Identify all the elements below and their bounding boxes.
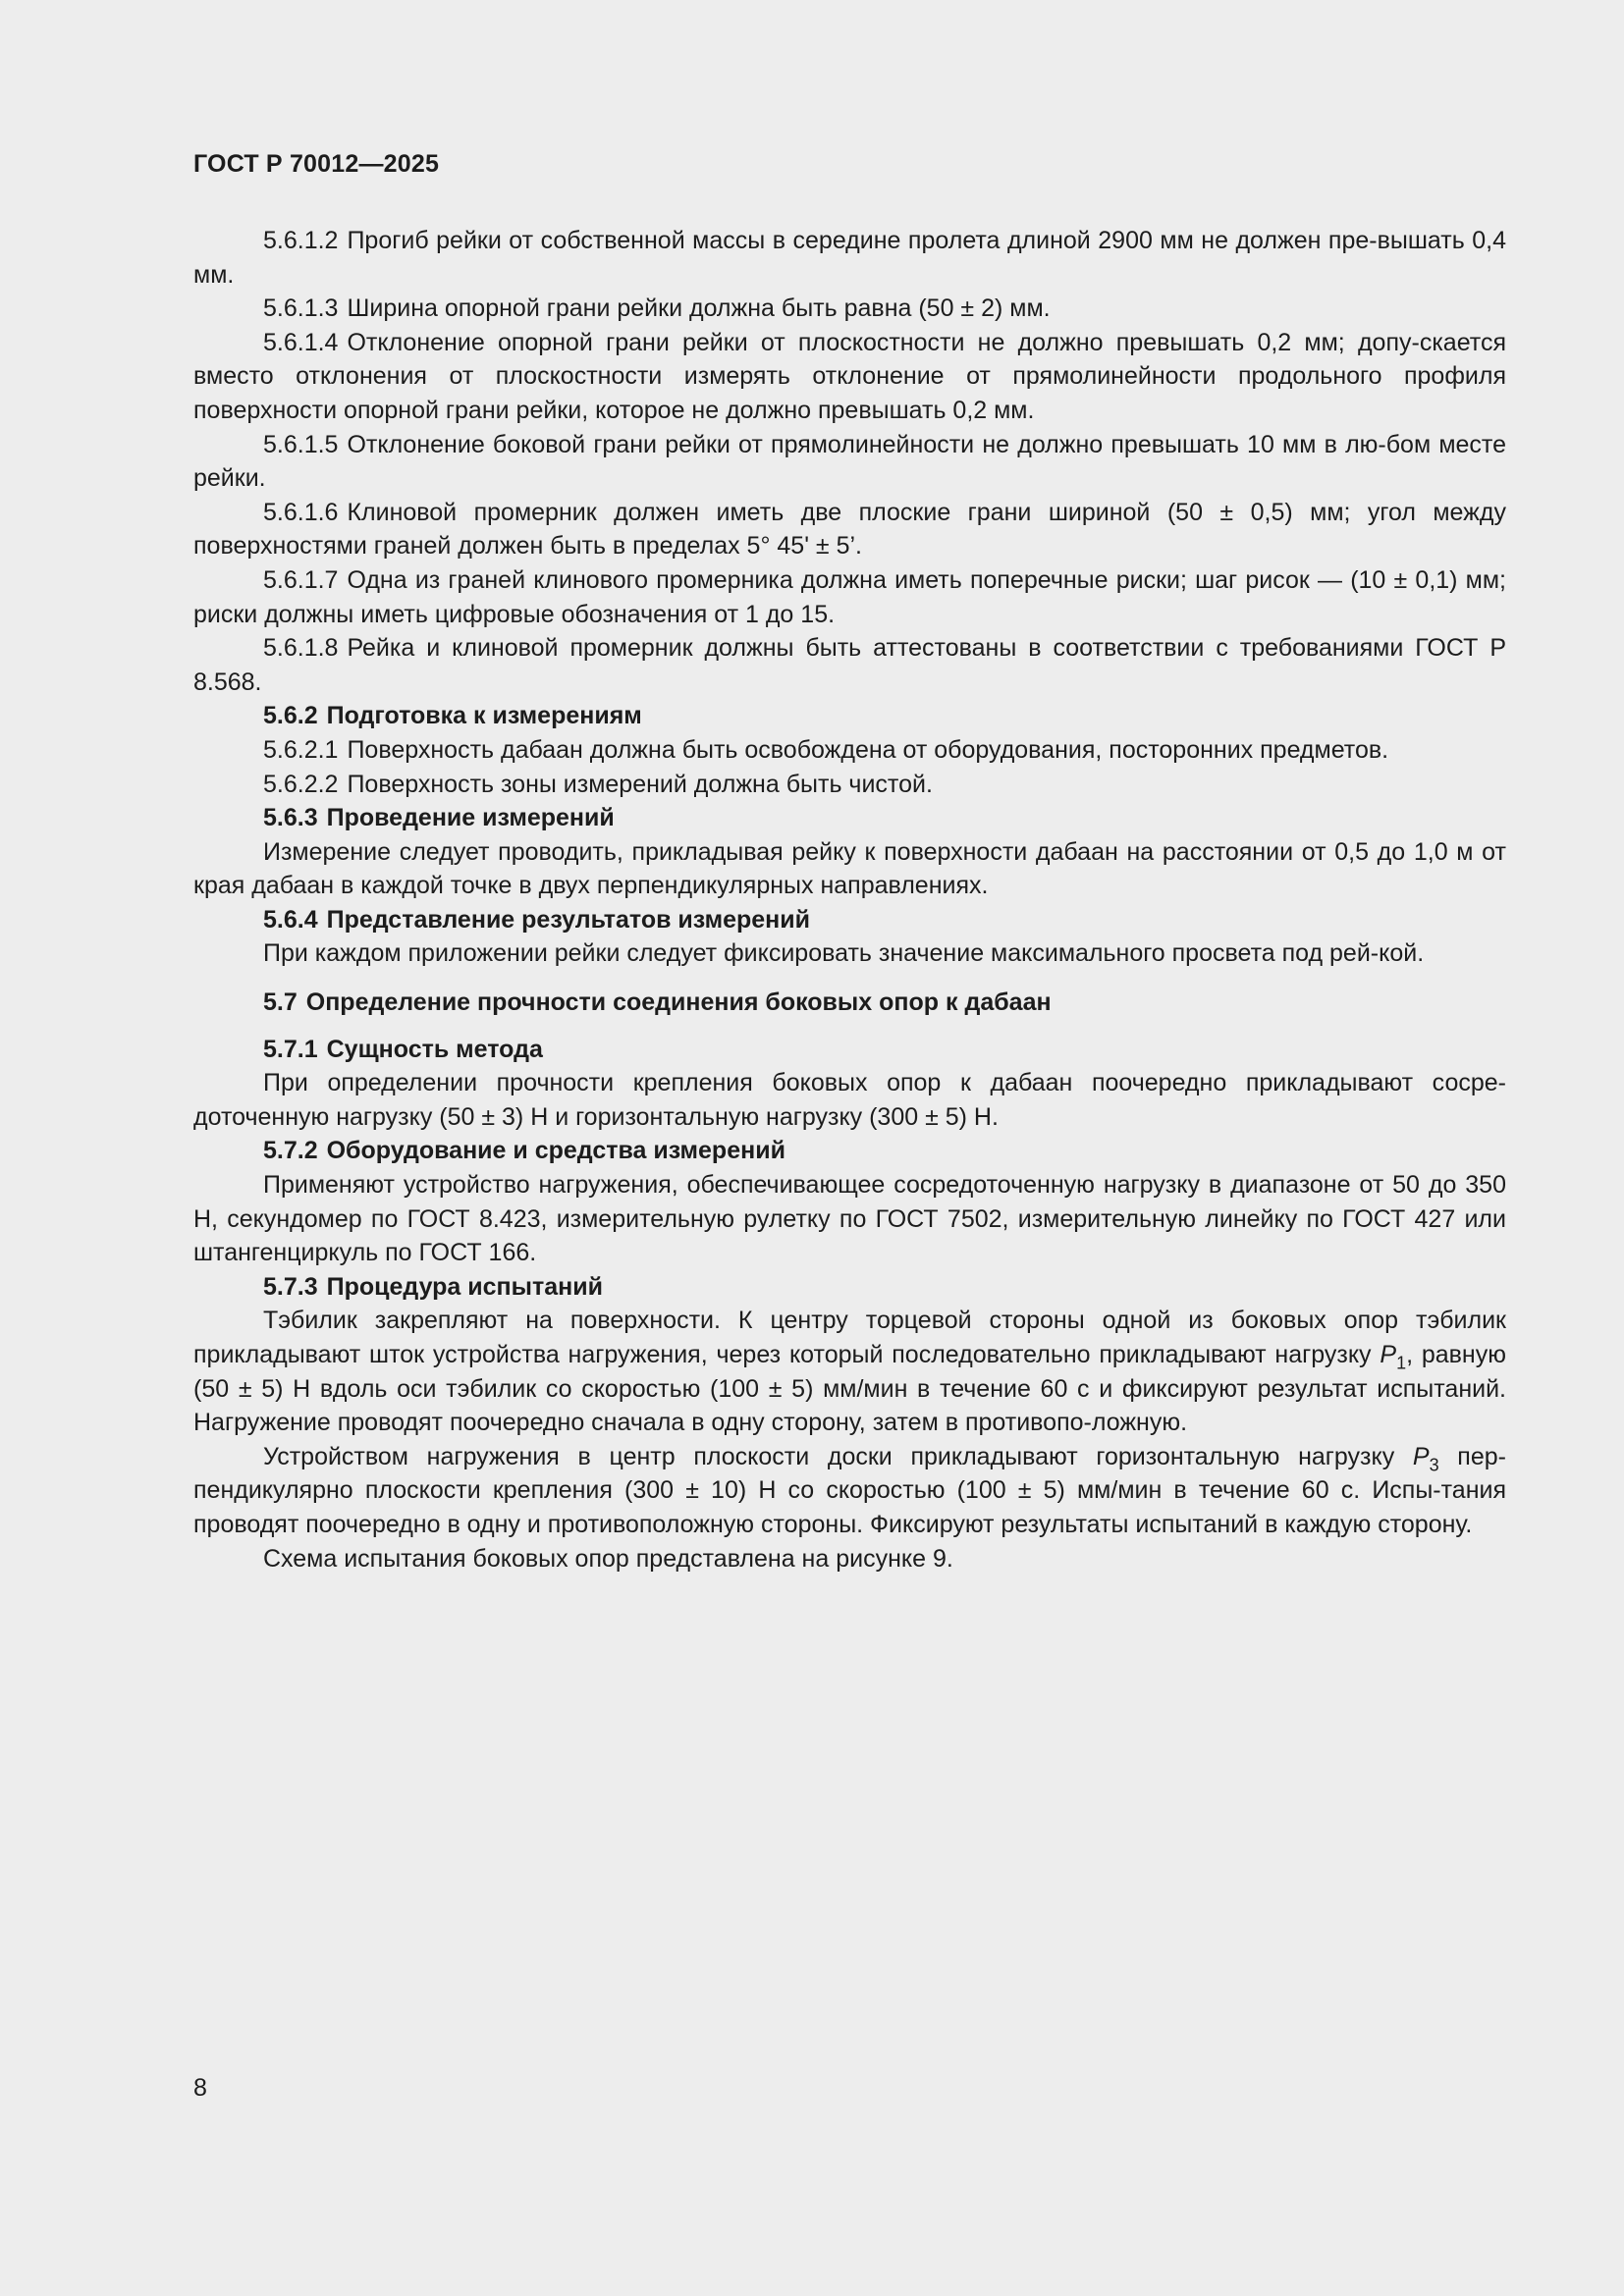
paragraph-5-6-1-6 — [193, 496, 1506, 563]
heading-5-6-3 — [193, 801, 1506, 835]
clause-number: 5.6.1.4 — [263, 328, 339, 356]
paragraph-5-6-2-2 — [193, 768, 1506, 802]
heading-text: Оборудование и средства измерений — [326, 1137, 785, 1165]
standard-id-header: ГОСТ Р 70012—2025 — [193, 150, 440, 178]
heading-5-7-2 — [193, 1134, 1506, 1168]
paragraph-text: Тэбилик закрепляют на поверхности. К центру торцевой стороны одной из боковых опор тэбилик прикладывают шток устройства нагружения, через который последовательно прикладывают нагрузку — [193, 1307, 1506, 1368]
clause-number: 5.6.2.2 — [263, 770, 339, 798]
heading-5-6-4 — [193, 903, 1506, 937]
paragraph-text: Клиновой промерник должен иметь две плоские грани шириной (50 ± 0,5) мм; угол между поверхностями граней должен быть в пределах 5° 45' ± 5’. — [193, 498, 1506, 561]
heading-5-7-1 — [193, 1033, 1506, 1067]
heading-text: Сущность метода — [326, 1035, 543, 1063]
load-symbol: P — [1412, 1442, 1430, 1470]
paragraph-5-6-4: При каждом приложении рейки следует фиксировать значение максимального просвета под рей-кой. — [263, 939, 1425, 968]
clause-number: 5.6.1.7 — [263, 565, 339, 594]
paragraph-text: , равную (50 ± 5) Н вдоль оси тэбилик со скоростью (100 ± 5) мм/мин в течение 60 с и фиксируют результат испытаний. Нагружение проводят поочередно сначала в одну сторону, затем в противопо-ложную. — [193, 1341, 1506, 1437]
paragraph-5-6-1-3 — [193, 292, 1506, 326]
heading-5-7-3 — [193, 1270, 1506, 1305]
paragraph-5-7-3-c: Схема испытания боковых опор представлена на рисунке 9. — [263, 1544, 953, 1573]
paragraph-5-7-2: Применяют устройство нагружения, обеспечивающее сосредоточенную нагрузку в диапазоне от 50 до 350 Н, секундомер по ГОСТ 8.423, измерительную рулетку по ГОСТ 7502, измерительную линейку по ГОСТ 427 или штангенциркуль по ГОСТ 166. — [193, 1171, 1506, 1267]
paragraph-5-6-1-4 — [193, 326, 1506, 428]
document-body — [193, 224, 1506, 1575]
paragraph-5-6-3: Измерение следует проводить, прикладывая рейку к поверхности дабаан на расстоянии от 0,5 до 1,0 м от края дабаан в каждой точке в двух перпендикулярных направлениях. — [193, 837, 1506, 900]
clause-number: 5.7 — [263, 988, 298, 1017]
heading-5-6-2 — [193, 699, 1506, 733]
paragraph-text: Прогиб рейки от собственной массы в середине пролета длиной 2900 мм не должен пре-вышать 0,4 мм. — [193, 227, 1506, 289]
clause-number: 5.6.2.1 — [263, 735, 339, 764]
paragraph-text: пер-пендикулярно плоскости крепления (300 ± 10) Н со скоростью (100 ± 5) мм/мин в течение 60 с. Испы-тания проводят поочередно в одну и противоположную стороны. Фиксируют результаты испытаний в каждую сторону. — [193, 1442, 1506, 1538]
clause-number: 5.6.2 — [263, 702, 318, 730]
clause-number: 5.6.1.2 — [263, 227, 339, 254]
heading-text: Процедура испытаний — [326, 1272, 603, 1301]
heading-5-7 — [193, 986, 1506, 1020]
paragraph-text: Поверхность дабаан должна быть освобождена от оборудования, посторонних предметов. — [347, 735, 1389, 764]
clause-number: 5.7.2 — [263, 1137, 318, 1165]
heading-text: Проведение измерений — [326, 804, 615, 832]
clause-number: 5.7.3 — [263, 1272, 318, 1301]
heading-text: Определение прочности соединения боковых опор к дабаан — [305, 988, 1052, 1017]
section-spacer — [193, 1020, 1506, 1033]
clause-number: 5.6.1.6 — [263, 498, 339, 526]
paragraph-text: Устройством нагружения в центр плоскости доски прикладывают горизонтальную нагрузку — [263, 1442, 1413, 1470]
paragraph-text: Ширина опорной грани рейки должна быть равна (50 ± 2) мм. — [347, 294, 1051, 323]
heading-text: Подготовка к измерениям — [326, 702, 642, 730]
heading-text: Представление результатов измерений — [326, 905, 810, 934]
clause-number: 5.6.1.8 — [263, 634, 339, 663]
paragraph-5-7-3-a — [193, 1304, 1506, 1439]
paragraph-5-6-1-8 — [193, 631, 1506, 699]
paragraph-5-6-1-7 — [193, 563, 1506, 631]
load-subscript: 3 — [1429, 1455, 1439, 1475]
paragraph-5-7-3-b — [193, 1440, 1506, 1542]
paragraph-text: Отклонение боковой грани рейки от прямолинейности не должно превышать 10 мм в лю-бом месте рейки. — [193, 430, 1506, 493]
section-spacer — [193, 971, 1506, 986]
clause-number: 5.6.1.5 — [263, 430, 339, 458]
clause-number: 5.6.1.3 — [263, 294, 339, 323]
paragraph-text: Одна из граней клинового промерника должна иметь поперечные риски; шаг рисок — (10 ± 0,1) мм; риски должны иметь цифровые обозначения от 1 до 15. — [193, 565, 1506, 628]
page-number: 8 — [193, 2074, 207, 2102]
load-subscript: 1 — [1396, 1353, 1407, 1373]
paragraph-text: Поверхность зоны измерений должна быть чистой. — [347, 770, 933, 798]
paragraph-5-7-1: При определении прочности крепления боковых опор к дабаан поочередно прикладывают сосре-доточенную нагрузку (50 ± 3) Н и горизонтальную нагрузку (300 ± 5) Н. — [193, 1069, 1506, 1131]
paragraph-5-6-1-5 — [193, 428, 1506, 496]
paragraph-5-6-2-1 — [193, 733, 1506, 768]
clause-number: 5.6.4 — [263, 905, 318, 934]
clause-number: 5.6.3 — [263, 804, 318, 832]
paragraph-text: Рейка и клиновой промерник должны быть аттестованы в соответствии с требованиями ГОСТ Р 8.568. — [193, 634, 1506, 696]
clause-number: 5.7.1 — [263, 1035, 318, 1063]
load-symbol: P — [1380, 1341, 1397, 1368]
paragraph-text: Отклонение опорной грани рейки от плоскостности не должно превышать 0,2 мм; допу-скается вместо отклонения от плоскостности измерять отклонение от прямолинейности продольного профиля поверхности опорной грани рейки, которое не должно превышать 0,2 мм. — [193, 328, 1506, 424]
paragraph-5-6-1-2 — [193, 224, 1506, 292]
